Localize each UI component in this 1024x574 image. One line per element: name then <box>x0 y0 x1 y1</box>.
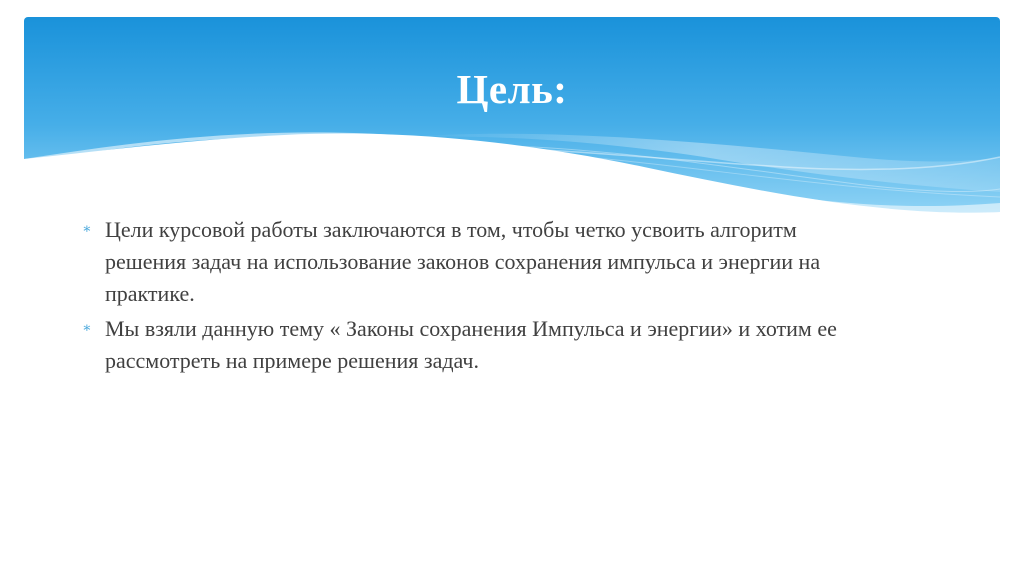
bullet-text: Мы взяли данную тему « Законы сохранения Импульса и энергии» и хотим ее рассмотреть на примере решения задач. <box>105 316 837 373</box>
list-item <box>76 313 876 377</box>
header-wave-background <box>24 17 1000 217</box>
asterisk-bullet-icon: ∗ <box>82 321 92 336</box>
list-item <box>76 214 876 310</box>
slide-title: Цель: <box>456 66 568 112</box>
asterisk-bullet-icon: ∗ <box>82 222 92 237</box>
bullet-list <box>76 214 876 380</box>
bullet-text: Цели курсовой работы заключаются в том, чтобы четко усвоить алгоритм решения задач на использование законов сохранения импульса и энергии на практике. <box>105 217 821 306</box>
